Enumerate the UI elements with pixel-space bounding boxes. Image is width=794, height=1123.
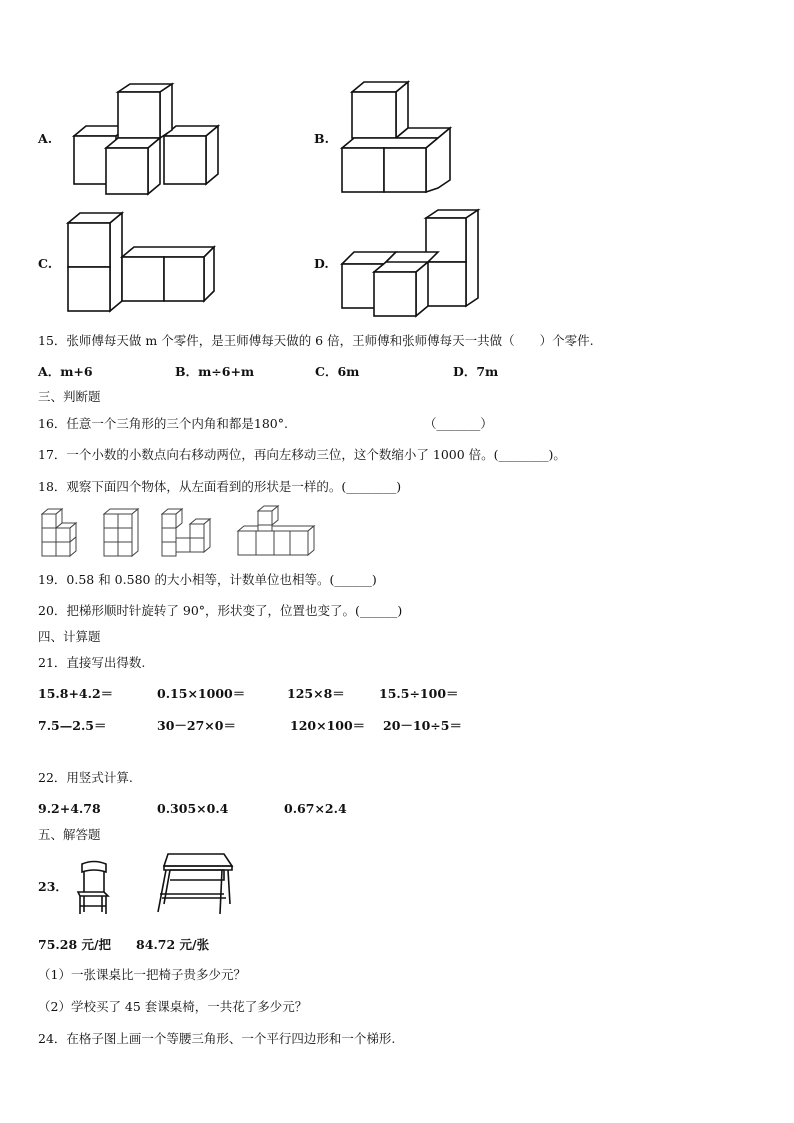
q21-item-8: 20－10÷5＝ bbox=[383, 718, 462, 733]
q21-stem: 21．直接写出得数. bbox=[38, 655, 146, 670]
q17-text: 17．一个小数的小数点向右移动两位，再向左移动三位，这个数缩小了 1000 倍。(________)。 bbox=[38, 447, 566, 462]
small-cubes-2-icon bbox=[100, 506, 150, 558]
section-5-title: 五、解答题 bbox=[38, 827, 101, 842]
q23-number: 23． bbox=[38, 879, 68, 894]
cube-stack-c-icon bbox=[66, 211, 216, 313]
q18-text: 18．观察下面四个物体，从左面看到的形状是一样的。(________) bbox=[38, 479, 402, 494]
section-3-title: 三、判断题 bbox=[38, 389, 101, 404]
q22-item-3: 0.67×2.4 bbox=[284, 801, 347, 816]
q21-item-1: 15.8+4.2＝ bbox=[38, 686, 114, 701]
q22-item-1: 9.2+4.78 bbox=[38, 801, 101, 816]
q22-item-2: 0.305×0.4 bbox=[157, 801, 229, 816]
q22-stem: 22．用竖式计算. bbox=[38, 770, 133, 785]
q21-item-6: 30－27×0＝ bbox=[157, 718, 236, 733]
q21-item-5: 7.5—2.5＝ bbox=[38, 718, 107, 733]
q19-text: 19．0.58 和 0.580 的大小相等，计数单位也相等。(______) bbox=[38, 572, 377, 587]
q15-option-d: D．7m bbox=[453, 364, 499, 379]
small-cubes-1-icon bbox=[38, 506, 88, 558]
q21-item-3: 125×8＝ bbox=[287, 686, 345, 701]
cube-stack-a-icon bbox=[72, 84, 222, 196]
section-4-title: 四、计算题 bbox=[38, 629, 101, 644]
cube-stack-d-icon bbox=[340, 208, 482, 318]
q15-option-a: A．m+6 bbox=[38, 364, 93, 379]
q15-option-b: B．m÷6+m bbox=[175, 364, 255, 379]
q20-text: 20．把梯形顺时针旋转了 90°，形状变了，位置也变了。(______) bbox=[38, 603, 403, 618]
q21-item-4: 15.5÷100＝ bbox=[379, 686, 459, 701]
chair-icon bbox=[74, 860, 110, 916]
q23-prices: 75.28 元/把 84.72 元/张 bbox=[38, 937, 210, 952]
q23-sub1: （1）一张课桌比一把椅子贵多少元？ bbox=[38, 967, 246, 982]
q21-item-2: 0.15×1000＝ bbox=[157, 686, 246, 701]
q16-blank: （_______） bbox=[424, 416, 493, 431]
q15-stem: 15．张师傅每天做 m 个零件，是王师傅每天做的 6 倍，王师傅和张师傅每天一共做（ ）个零件. bbox=[38, 333, 594, 348]
small-cubes-4-icon bbox=[234, 503, 320, 559]
q23-sub2: （2）学校买了 45 套课桌椅，一共花了多少元？ bbox=[38, 999, 308, 1014]
option-b-label: B. bbox=[314, 131, 329, 146]
q15-option-c: C．6m bbox=[315, 364, 360, 379]
option-a-label: A. bbox=[38, 131, 53, 146]
option-d-label: D. bbox=[314, 256, 329, 271]
desk-icon bbox=[154, 850, 236, 916]
cube-stack-b-icon bbox=[340, 80, 452, 195]
small-cubes-3-icon bbox=[158, 506, 220, 558]
q21-item-7: 120×100＝ bbox=[290, 718, 366, 733]
q16-text: 16．任意一个三角形的三个内角和都是180°. bbox=[38, 416, 288, 431]
option-c-label: C. bbox=[38, 256, 53, 271]
q24-text: 24．在格子图上画一个等腰三角形、一个平行四边形和一个梯形. bbox=[38, 1031, 396, 1046]
